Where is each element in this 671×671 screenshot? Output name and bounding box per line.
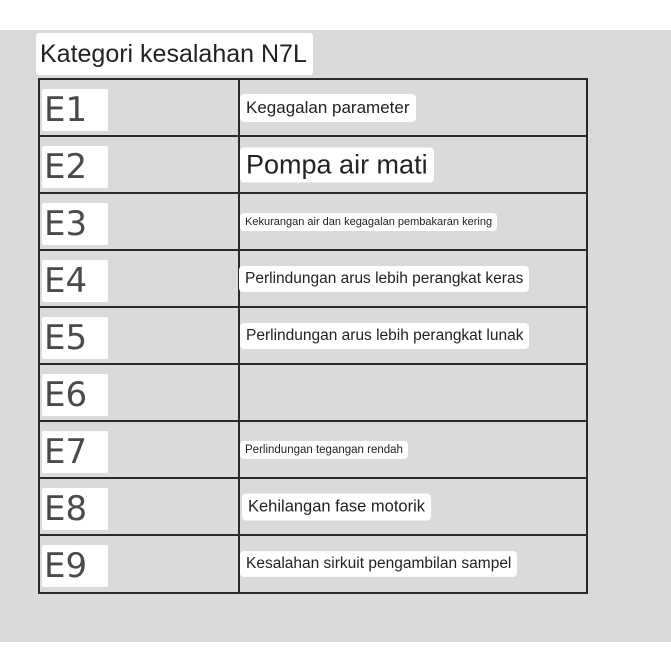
error-description: Perlindungan arus lebih perangkat lunak bbox=[240, 323, 529, 349]
error-description: Kesalahan sirkuit pengambilan sampel bbox=[240, 551, 517, 577]
error-code: E3 bbox=[42, 203, 108, 245]
table-row bbox=[40, 308, 586, 365]
table-row bbox=[40, 80, 586, 137]
error-code: E6 bbox=[42, 374, 108, 416]
error-code: E7 bbox=[42, 431, 108, 473]
table-row bbox=[40, 194, 586, 251]
error-description: Perlindungan arus lebih perangkat keras bbox=[239, 266, 529, 292]
table-row bbox=[40, 422, 586, 479]
table-row bbox=[40, 251, 586, 308]
error-table bbox=[38, 78, 588, 594]
table-row bbox=[40, 479, 586, 536]
table-row bbox=[40, 365, 586, 422]
error-description: Kehilangan fase motorik bbox=[242, 493, 431, 520]
table-row bbox=[40, 536, 586, 592]
error-description: Perlindungan tegangan rendah bbox=[240, 441, 408, 459]
page-title: Kategori kesalahan N7L bbox=[36, 33, 313, 75]
error-description: Kegagalan parameter bbox=[240, 94, 416, 122]
error-code: E8 bbox=[42, 488, 108, 530]
column-divider bbox=[238, 479, 240, 534]
error-code: E9 bbox=[42, 545, 108, 587]
error-description: Pompa air mati bbox=[240, 147, 434, 182]
table-row bbox=[40, 137, 586, 194]
error-code: E2 bbox=[42, 146, 108, 188]
error-description bbox=[240, 389, 252, 397]
error-code: E4 bbox=[42, 260, 108, 302]
error-code: E1 bbox=[42, 89, 108, 131]
error-description: Kekurangan air dan kegagalan pembakaran kering bbox=[240, 213, 497, 231]
error-code: E5 bbox=[42, 317, 108, 359]
